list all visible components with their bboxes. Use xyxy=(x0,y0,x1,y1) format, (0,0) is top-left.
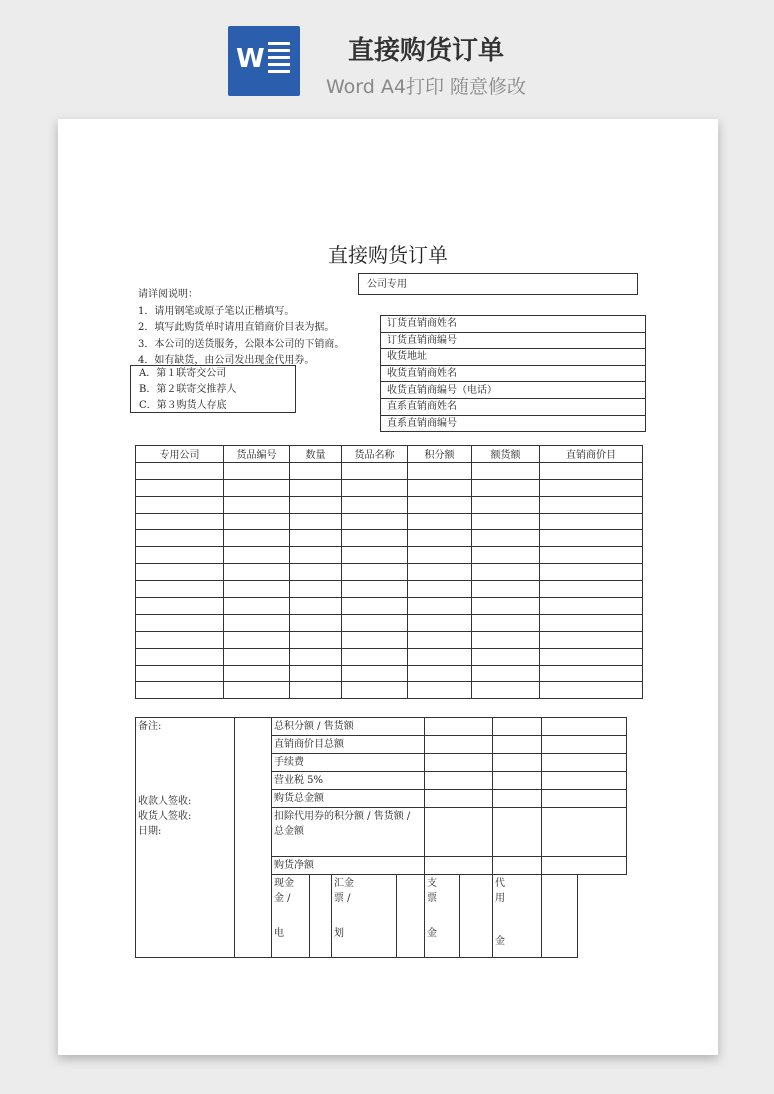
table-cell[interactable] xyxy=(408,496,472,513)
table-cell[interactable] xyxy=(408,682,472,699)
table-cell[interactable] xyxy=(342,496,408,513)
table-cell[interactable] xyxy=(540,462,643,479)
payment-text: 票 xyxy=(427,893,438,904)
table-cell[interactable] xyxy=(136,648,224,665)
table-cell[interactable] xyxy=(224,648,290,665)
header-banner xyxy=(0,0,774,118)
summary-value[interactable] xyxy=(493,808,542,857)
table-cell[interactable] xyxy=(342,462,408,479)
banner-title: 直接购货订单 xyxy=(348,36,505,66)
payment-text: 汇金 xyxy=(334,878,354,889)
summary-label: 购货净额 xyxy=(272,857,425,875)
instruction-line: 请详阅说明： xyxy=(138,289,198,300)
table-cell[interactable] xyxy=(290,631,342,648)
table-cell[interactable] xyxy=(224,598,290,615)
table-cell[interactable] xyxy=(342,513,408,530)
info-field[interactable]: 收货地址 xyxy=(381,349,646,366)
summary-value[interactable] xyxy=(425,790,493,808)
table-cell[interactable] xyxy=(342,581,408,598)
payment-cash-label xyxy=(272,875,310,958)
payment-text: 电 xyxy=(274,928,284,939)
payment-voucher-value[interactable] xyxy=(542,875,578,958)
table-cell[interactable] xyxy=(408,547,472,564)
table-cell[interactable] xyxy=(290,513,342,530)
company-only-box: 公司专用 xyxy=(358,273,638,295)
table-cell[interactable] xyxy=(408,513,472,530)
table-cell[interactable] xyxy=(408,665,472,682)
info-field[interactable]: 直系直销商编号 xyxy=(381,415,646,432)
table-cell[interactable] xyxy=(290,581,342,598)
summary-value[interactable] xyxy=(542,857,627,875)
table-row xyxy=(136,648,643,665)
table-cell[interactable] xyxy=(136,614,224,631)
copy-line: C．第３购货人存底 xyxy=(139,400,227,411)
payment-text: 金 xyxy=(427,928,438,939)
summary-label: 直销商价目总额 xyxy=(272,736,425,754)
summary-value[interactable] xyxy=(493,754,542,772)
table-cell[interactable] xyxy=(408,614,472,631)
column-header: 专用公司 xyxy=(136,446,224,463)
table-cell[interactable] xyxy=(540,598,643,615)
table-cell[interactable] xyxy=(224,496,290,513)
payment-check-value[interactable] xyxy=(460,875,493,958)
table-cell[interactable] xyxy=(472,581,540,598)
table-cell[interactable] xyxy=(136,564,224,581)
table-cell[interactable] xyxy=(136,631,224,648)
table-cell[interactable] xyxy=(540,564,643,581)
table-cell[interactable] xyxy=(540,631,643,648)
table-cell[interactable] xyxy=(136,598,224,615)
signature-label: 收货人签收: xyxy=(138,811,192,822)
table-body xyxy=(136,462,643,698)
table-cell[interactable] xyxy=(408,648,472,665)
summary-value[interactable] xyxy=(493,718,542,736)
column-header: 积分额 xyxy=(408,446,472,463)
column-header: 直销商价目 xyxy=(540,446,643,463)
table-cell[interactable] xyxy=(408,631,472,648)
table-cell[interactable] xyxy=(136,530,224,547)
info-field[interactable]: 收货直销商编号（电话） xyxy=(381,382,646,399)
column-header: 货品名称 xyxy=(342,446,408,463)
table-cell[interactable] xyxy=(290,682,342,699)
document-title: 直接购货订单 xyxy=(328,243,448,267)
summary-label: 扣除代用券的积分额 / 售货额 / 总金额 xyxy=(272,808,425,857)
signature-label: 日期: xyxy=(138,826,162,837)
table-header-row xyxy=(136,446,643,463)
summary-value[interactable] xyxy=(542,790,627,808)
info-field[interactable]: 订货直销商姓名 xyxy=(381,316,646,333)
table-cell[interactable] xyxy=(342,598,408,615)
info-field[interactable]: 订货直销商编号 xyxy=(381,332,646,349)
table-cell[interactable] xyxy=(342,614,408,631)
table-cell[interactable] xyxy=(136,682,224,699)
table-row xyxy=(136,513,643,530)
payment-text: 支 xyxy=(427,878,438,889)
table-cell[interactable] xyxy=(472,530,540,547)
table-cell[interactable] xyxy=(290,564,342,581)
table-cell[interactable] xyxy=(290,479,342,496)
table-cell[interactable] xyxy=(540,665,643,682)
table-cell[interactable] xyxy=(224,581,290,598)
table-cell[interactable] xyxy=(540,530,643,547)
payment-text: 票 / xyxy=(334,893,351,904)
payment-text: 代 xyxy=(495,878,506,889)
table-cell[interactable] xyxy=(136,462,224,479)
summary-value[interactable] xyxy=(425,808,493,857)
table-cell[interactable] xyxy=(540,581,643,598)
table-row xyxy=(136,614,643,631)
instructions xyxy=(138,287,344,370)
table-row xyxy=(136,631,643,648)
table-cell[interactable] xyxy=(342,682,408,699)
table-cell[interactable] xyxy=(342,530,408,547)
table-row xyxy=(136,547,643,564)
table-row xyxy=(136,479,643,496)
table-row xyxy=(136,598,643,615)
table-cell[interactable] xyxy=(290,496,342,513)
banner-subtitle: Word A4打印 随意修改 xyxy=(326,76,527,98)
table-cell[interactable] xyxy=(540,682,643,699)
table-cell[interactable] xyxy=(342,648,408,665)
table-cell[interactable] xyxy=(472,479,540,496)
table-cell[interactable] xyxy=(408,479,472,496)
table-cell[interactable] xyxy=(290,547,342,564)
table-cell[interactable] xyxy=(290,530,342,547)
table-cell[interactable] xyxy=(136,665,224,682)
summary-value[interactable] xyxy=(425,772,493,790)
summary-value[interactable] xyxy=(493,857,542,875)
copy-line: B．第２联寄交推荐人 xyxy=(139,384,237,395)
table-cell[interactable] xyxy=(290,648,342,665)
table-cell[interactable] xyxy=(472,614,540,631)
table-cell[interactable] xyxy=(408,530,472,547)
table-cell[interactable] xyxy=(540,496,643,513)
column-header: 货品编号 xyxy=(224,446,290,463)
table-cell[interactable] xyxy=(290,665,342,682)
summary-value[interactable] xyxy=(493,736,542,754)
payment-cash-value[interactable] xyxy=(310,875,332,958)
payment-text: 金 / xyxy=(274,893,291,904)
document-page xyxy=(58,119,718,1055)
table-row xyxy=(136,564,643,581)
info-field[interactable]: 收货直销商姓名 xyxy=(381,365,646,382)
table-cell[interactable] xyxy=(224,682,290,699)
summary-label: 总积分额 / 售货额 xyxy=(272,718,425,736)
summary-value[interactable] xyxy=(425,718,493,736)
table-cell[interactable] xyxy=(540,479,643,496)
table-cell[interactable] xyxy=(408,581,472,598)
table-cell[interactable] xyxy=(540,648,643,665)
summary-value[interactable] xyxy=(493,772,542,790)
table-cell[interactable] xyxy=(540,614,643,631)
table-cell[interactable] xyxy=(224,513,290,530)
copies-box xyxy=(130,365,296,413)
summary-value[interactable] xyxy=(542,772,627,790)
table-cell[interactable] xyxy=(136,479,224,496)
table-cell[interactable] xyxy=(472,631,540,648)
table-cell[interactable] xyxy=(408,564,472,581)
table-cell[interactable] xyxy=(342,564,408,581)
instruction-line: 4．如有缺货，由公司发出现金代用券。 xyxy=(138,355,315,366)
table-cell[interactable] xyxy=(342,665,408,682)
summary-value[interactable] xyxy=(493,790,542,808)
table-cell[interactable] xyxy=(472,496,540,513)
table-cell[interactable] xyxy=(224,614,290,631)
table-cell[interactable] xyxy=(342,479,408,496)
table-row xyxy=(136,496,643,513)
table-cell[interactable] xyxy=(540,513,643,530)
summary-label: 购货总金额 xyxy=(272,790,425,808)
copy-line: A．第１联寄交公司 xyxy=(139,368,227,379)
summary-label: 营业税 5% xyxy=(272,772,425,790)
summary-table xyxy=(135,717,627,958)
column-header: 数量 xyxy=(290,446,342,463)
instruction-line: 2．填写此购货单时请用直销商价目表为据。 xyxy=(138,322,335,333)
table-cell[interactable] xyxy=(224,564,290,581)
table-cell[interactable] xyxy=(290,462,342,479)
table-cell[interactable] xyxy=(472,682,540,699)
table-cell[interactable] xyxy=(290,614,342,631)
remarks-cell[interactable] xyxy=(136,718,235,958)
payment-text: 金 xyxy=(495,936,506,947)
table-cell[interactable] xyxy=(342,631,408,648)
summary-value[interactable] xyxy=(542,736,627,754)
summary-value[interactable] xyxy=(425,754,493,772)
payment-text: 现金 xyxy=(274,878,294,889)
table-cell[interactable] xyxy=(408,462,472,479)
table-cell[interactable] xyxy=(472,598,540,615)
instruction-line: 1．请用钢笔或原子笔以正楷填写。 xyxy=(138,305,295,317)
table-cell[interactable] xyxy=(472,462,540,479)
table-cell[interactable] xyxy=(540,547,643,564)
table-cell[interactable] xyxy=(290,598,342,615)
payment-transfer-value[interactable] xyxy=(397,875,425,958)
remarks-label: 备注: xyxy=(138,721,162,732)
payment-text: 用 xyxy=(495,893,506,904)
summary-label: 手续费 xyxy=(272,754,425,772)
table-row xyxy=(136,530,643,547)
table-cell[interactable] xyxy=(224,462,290,479)
table-row xyxy=(136,581,643,598)
recipient-info-table xyxy=(380,315,646,432)
table-cell[interactable] xyxy=(472,564,540,581)
table-cell[interactable] xyxy=(224,547,290,564)
summary-value[interactable] xyxy=(425,857,493,875)
table-cell[interactable] xyxy=(472,513,540,530)
table-cell[interactable] xyxy=(342,547,408,564)
table-cell[interactable] xyxy=(472,648,540,665)
table-cell[interactable] xyxy=(136,513,224,530)
summary-value[interactable] xyxy=(542,754,627,772)
order-items-table xyxy=(135,445,643,699)
table-row xyxy=(136,682,643,699)
table-cell[interactable] xyxy=(408,598,472,615)
blank-column xyxy=(235,718,272,958)
payment-transfer-label xyxy=(332,875,397,958)
table-row xyxy=(136,665,643,682)
column-header: 额货额 xyxy=(472,446,540,463)
summary-value[interactable] xyxy=(542,718,627,736)
table-cell[interactable] xyxy=(136,581,224,598)
payment-voucher-label xyxy=(493,875,542,958)
payment-check-label xyxy=(425,875,460,958)
table-cell[interactable] xyxy=(472,547,540,564)
table-cell[interactable] xyxy=(136,496,224,513)
word-icon-letter: W xyxy=(236,44,265,74)
table-row xyxy=(136,462,643,479)
instruction-line: 3．本公司的送货服务，公限本公司的下销商。 xyxy=(138,338,345,350)
table-cell[interactable] xyxy=(224,631,290,648)
table-cell[interactable] xyxy=(472,665,540,682)
table-cell[interactable] xyxy=(136,547,224,564)
payment-text: 划 xyxy=(334,928,344,939)
info-field[interactable]: 直系直销商姓名 xyxy=(381,398,646,415)
table-cell[interactable] xyxy=(224,479,290,496)
table-cell[interactable] xyxy=(224,530,290,547)
summary-value[interactable] xyxy=(425,736,493,754)
word-icon xyxy=(228,26,300,96)
signature-label: 收款人签收: xyxy=(138,796,192,807)
summary-value[interactable] xyxy=(542,808,627,857)
table-cell[interactable] xyxy=(224,665,290,682)
